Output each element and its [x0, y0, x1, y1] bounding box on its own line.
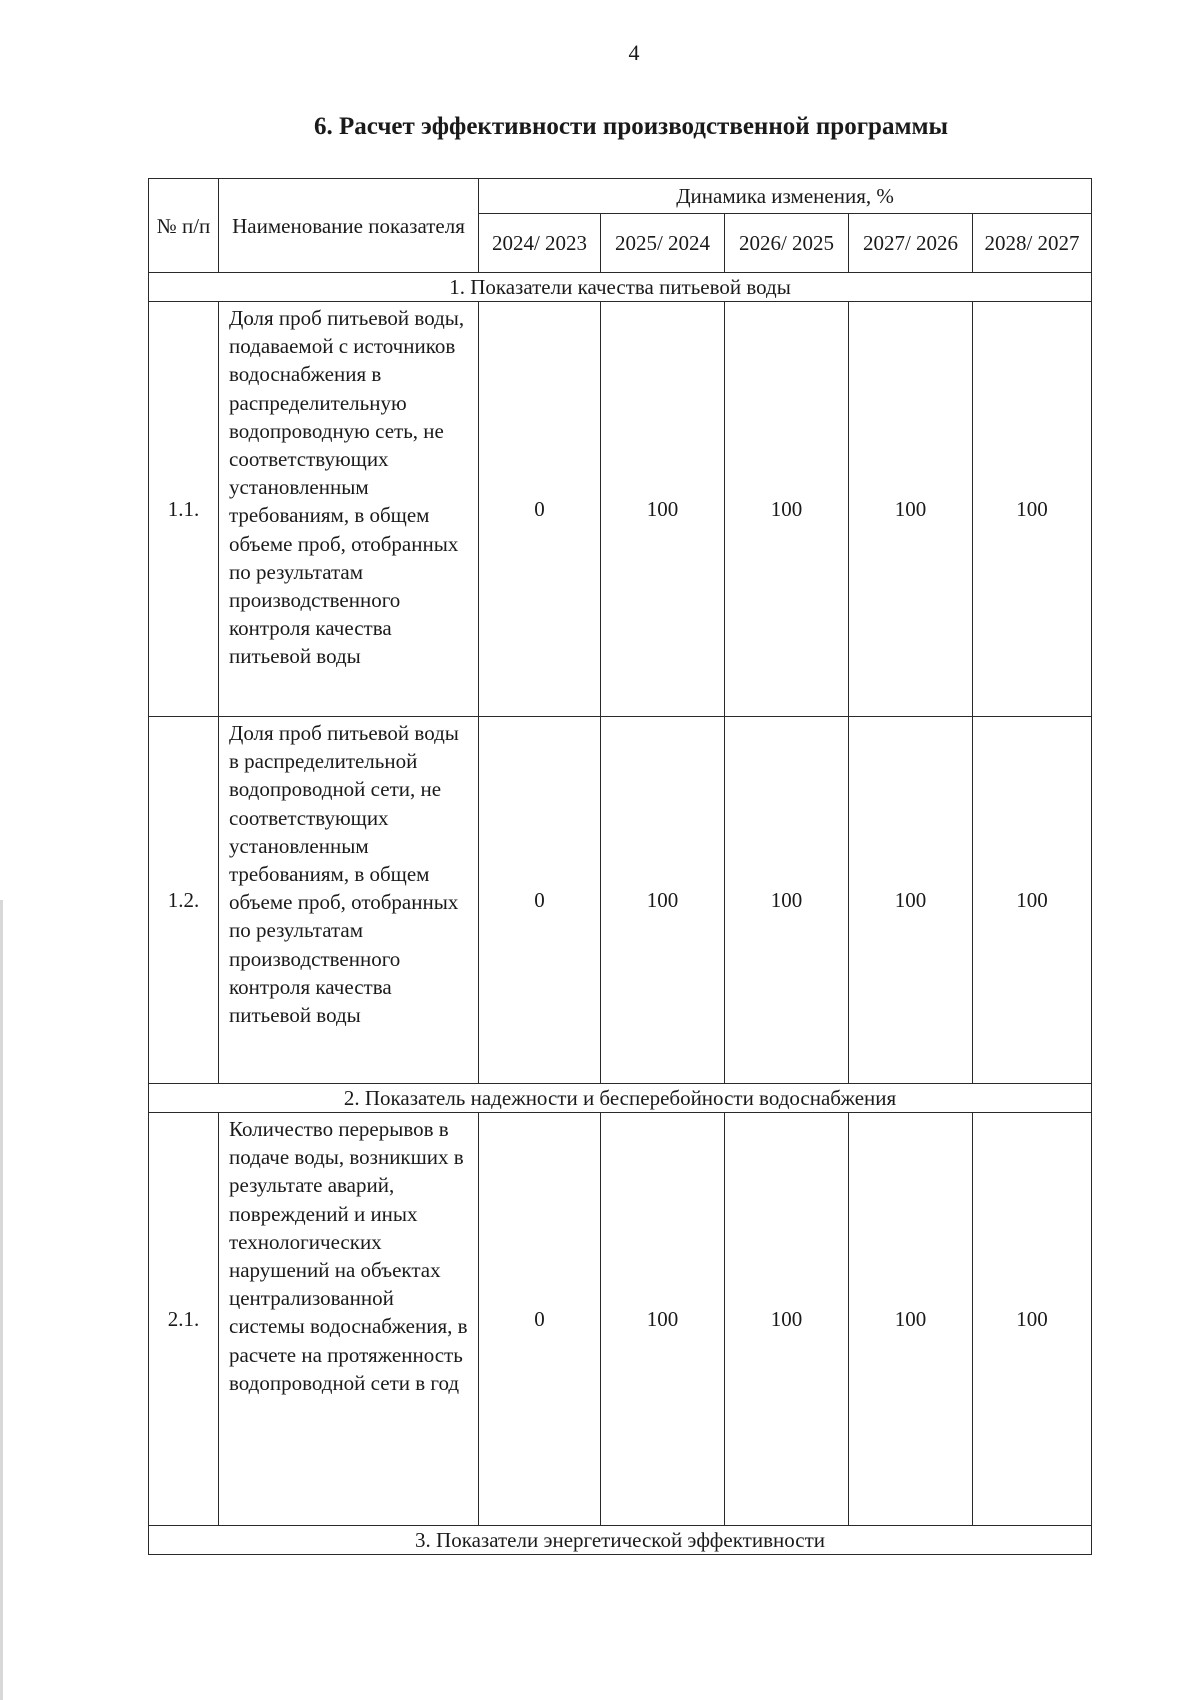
table-row: [149, 1113, 1092, 1526]
value-cell: 100: [973, 302, 1092, 717]
row-number: 1.2.: [149, 717, 219, 1084]
value-cell: 0: [479, 1113, 601, 1526]
value-cell: 100: [601, 302, 725, 717]
section-row: [149, 1526, 1092, 1555]
indicator-name: Количество перерывов в подаче воды, возникших в результате аварий, повреждений и иных технологических нарушений на объектах централизованной системы водоснабжения, в расчете на протяженность водопроводной сети в год: [219, 1113, 479, 1526]
section-title: 1. Показатели качества питьевой воды: [149, 273, 1092, 302]
header-year-2: 2025/ 2024: [601, 214, 725, 273]
header-year-1: 2024/ 2023: [479, 214, 601, 273]
value-cell: 100: [973, 1113, 1092, 1526]
value-cell: 0: [479, 302, 601, 717]
value-cell: 100: [725, 717, 849, 1084]
header-year-3: 2026/ 2025: [725, 214, 849, 273]
header-year-4: 2027/ 2026: [849, 214, 973, 273]
section-row: [149, 1084, 1092, 1113]
page-number: 4: [628, 40, 640, 65]
efficiency-table: [148, 178, 1092, 1555]
table-row: [149, 302, 1092, 717]
header-indicator-name: Наименование показателя: [219, 179, 479, 273]
value-cell: 100: [849, 717, 973, 1084]
row-number: 2.1.: [149, 1113, 219, 1526]
value-cell: 100: [601, 1113, 725, 1526]
header-year-5: 2028/ 2027: [973, 214, 1092, 273]
indicator-name: Доля проб питьевой воды в распределительной водопроводной сети, не соответствующих установленным требованиям, в общем объеме проб, отобранных по результатам производственного контроля качества питьевой воды: [219, 717, 479, 1084]
section-row: [149, 273, 1092, 302]
section-title: 3. Показатели энергетической эффективности: [149, 1526, 1092, 1555]
section-title: 2. Показатель надежности и бесперебойности водоснабжения: [149, 1084, 1092, 1113]
value-cell: 100: [725, 1113, 849, 1526]
table-row: [149, 717, 1092, 1084]
value-cell: 100: [725, 302, 849, 717]
value-cell: 100: [601, 717, 725, 1084]
table-header-row-1: [149, 179, 1092, 214]
scan-edge-artifact: [0, 900, 3, 1700]
value-cell: 0: [479, 717, 601, 1084]
value-cell: 100: [849, 302, 973, 717]
indicator-name: Доля проб питьевой воды, подаваемой с источников водоснабжения в распределительную водопроводную сеть, не соответствующих установленным требованиям, в общем объеме проб, отобранных по результатам производственного контроля качества питьевой воды: [219, 302, 479, 717]
page-title: 6. Расчет эффективности производственной программы: [313, 113, 949, 140]
row-number: 1.1.: [149, 302, 219, 717]
value-cell: 100: [849, 1113, 973, 1526]
header-num: № п/п: [149, 179, 219, 273]
value-cell: 100: [973, 717, 1092, 1084]
header-dynamics: Динамика изменения, %: [479, 179, 1092, 214]
